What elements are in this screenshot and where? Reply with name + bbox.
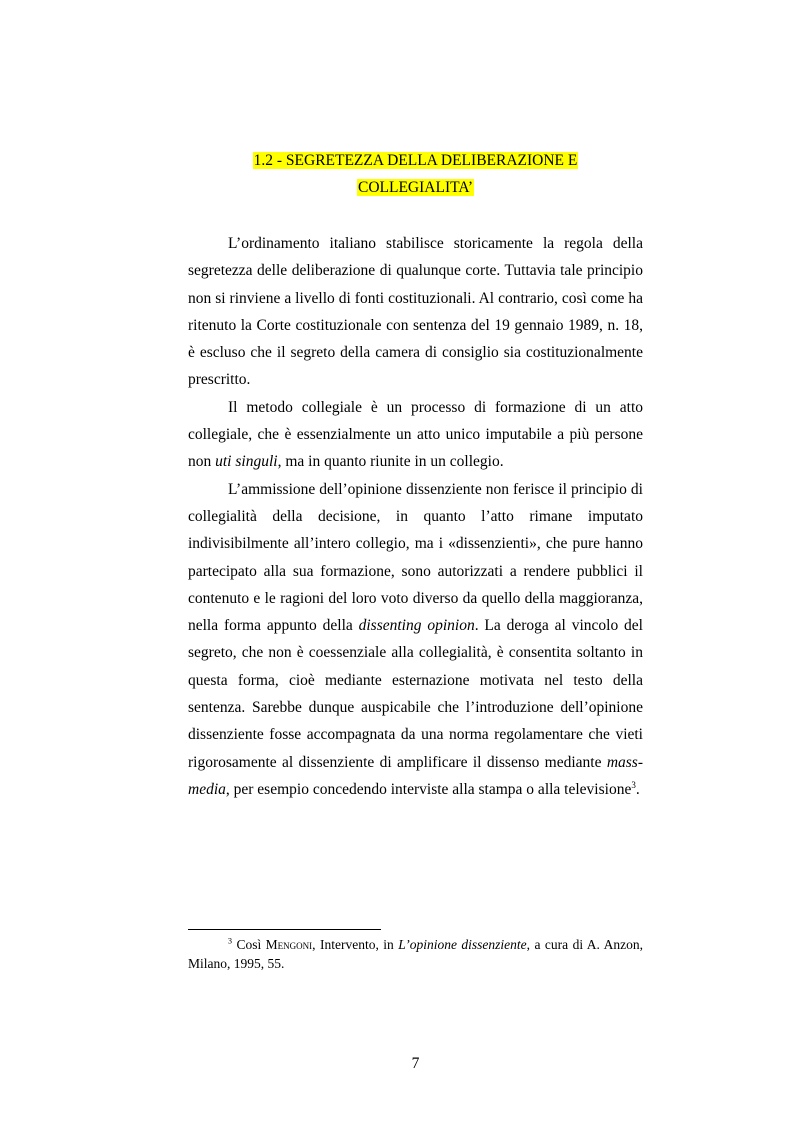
paragraph-1-text: L’ordinamento italiano stabilisce storicamente la regola della segretezza delle deliberazione di qualunque corte. Tuttavia tale principio non si rinviene a livello di fonti costituzionali. Al contrario, così come ha ritenuto la Corte costituzionale con sentenza del 19 gennaio 1989, n. 18, è escluso che il segreto della camera di consiglio sia costituzionalmente prescritto. — [188, 235, 643, 389]
footnote-author: Mengoni — [265, 937, 313, 952]
section-heading-line-2 — [188, 174, 643, 201]
paragraph-3-text-c: , per esempio concedendo interviste alla stampa o alla televisione — [225, 780, 632, 798]
paragraph-3 — [188, 476, 643, 804]
paragraph-3-italic-2: mass-media — [188, 753, 643, 798]
footnote-paragraph — [188, 935, 643, 973]
body-text — [188, 230, 643, 803]
footnote-divider — [188, 929, 381, 930]
footnote-text-b: , Intervento, in — [312, 937, 399, 952]
footnote-text-c: , a cura di A. Anzon, Milano, 1995, 55. — [188, 937, 643, 971]
footnote — [188, 935, 643, 973]
paragraph-2 — [188, 394, 643, 476]
paragraph-3-text-a: L’ammissione dell’opinione dissenziente non ferisce il principio di collegialità della decisione, in quanto l’atto rimane imputato indivisibilmente all’intero collegio, ma i «dissenzienti», che pure hanno partecipato alla sua formazione, sono autorizzati a rendere pubblici il contenuto e le ragioni del loro voto diverso da quello della maggioranza, nella forma appunto della — [188, 480, 643, 635]
paragraph-3-italic-1: dissenting opinion — [358, 617, 475, 635]
paragraph-3-text-b: . La deroga al vincolo del segreto, che non è coessenziale alla collegialità, è consentita soltanto in questa forma, cioè mediante esternazione motivata nel testo della sentenza. Sarebbe dunque auspicabile che l’introduzione dell’opinione dissenziente fosse accompagnata da una norma regolamentare che vieti rigorosamente al dissenziente di amplificare il dissenso mediante — [188, 617, 643, 771]
footnote-text-a: Così — [232, 937, 266, 952]
page-number: 7 — [411, 1055, 420, 1072]
paragraph-3-end: . — [635, 780, 640, 798]
section-heading-text-1: 1.2 - SEGRETEZZA DELLA DELIBERAZIONE E — [253, 152, 578, 169]
paragraph-1 — [188, 230, 643, 394]
footnote-italic-title: L’opinione dissenziente — [398, 937, 527, 952]
section-heading-text-2: COLLEGIALITA’ — [358, 179, 473, 196]
paragraph-2-italic: uti singuli — [215, 453, 278, 471]
paragraph-2-text-b: , ma in quanto riunite in un collegio. — [277, 453, 504, 471]
footnote-number: 3 — [228, 936, 232, 946]
paragraph-2-text-a: Il metodo collegiale è un processo di formazione di un atto collegiale, che è essenzialmente un atto unico imputabile a più persone non — [188, 398, 643, 471]
section-heading-line-1 — [188, 147, 643, 174]
footnote-reference[interactable]: 3 — [631, 779, 636, 790]
